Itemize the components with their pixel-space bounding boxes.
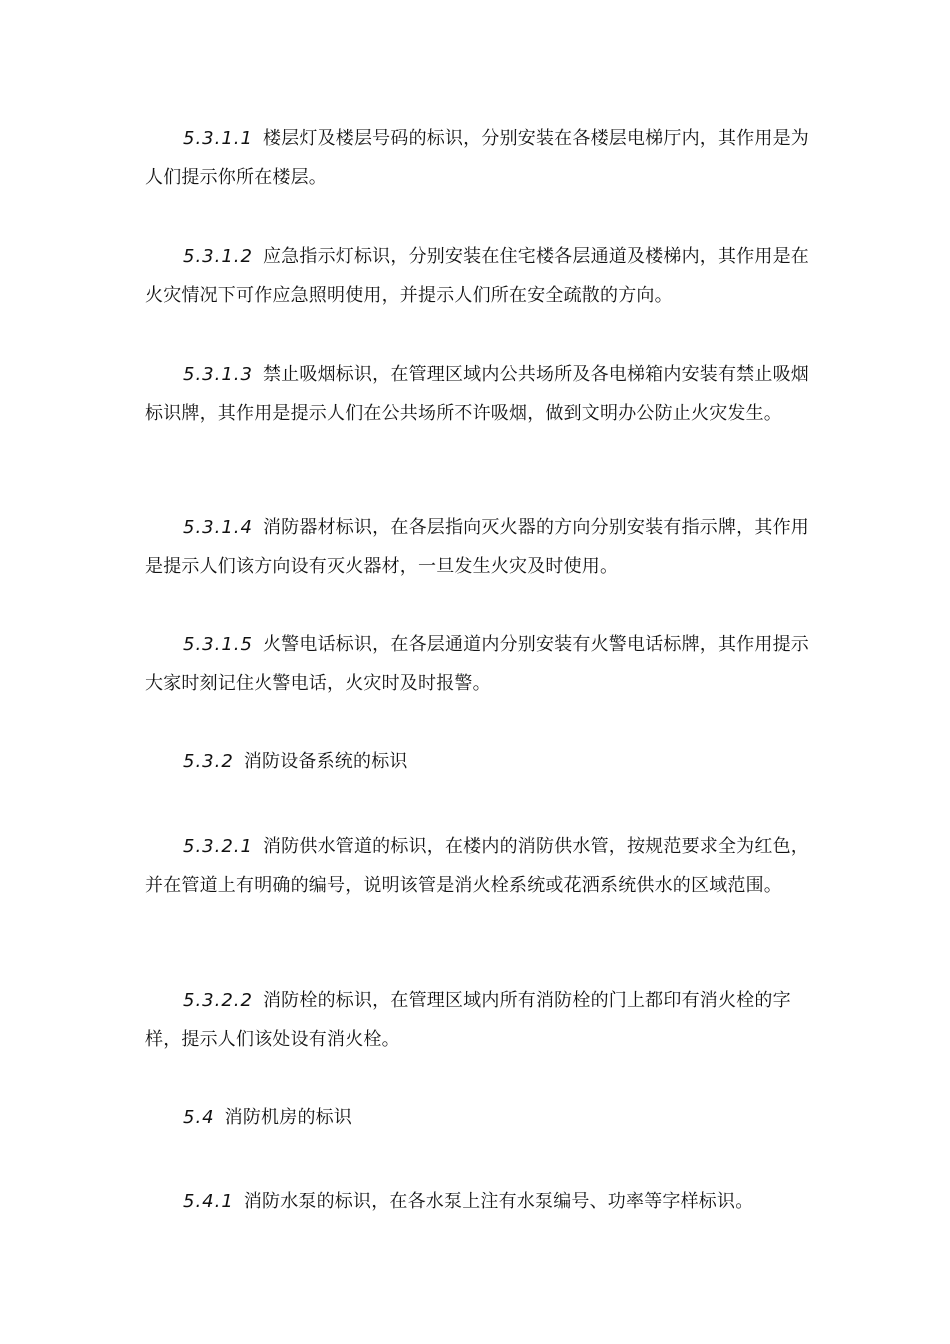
paragraph-5-3-1-3 xyxy=(145,355,810,433)
paragraph-5-3-1-5 xyxy=(145,625,810,703)
section-number: 5.3.1.2 xyxy=(183,246,253,267)
heading-text: 消防机房的标识 xyxy=(224,1107,353,1128)
section-number: 5.4 xyxy=(183,1107,215,1128)
paragraph-5-3-1-1 xyxy=(145,119,810,197)
paragraph-text: 火警电话标识，在各层通道内分别安装有火警电话标牌，其作用提示大家时刻记住火警电话，火灾时及时报警。 xyxy=(145,634,809,694)
section-number: 5.3.1.3 xyxy=(183,364,253,385)
section-number: 5.3.1.1 xyxy=(183,128,253,149)
paragraph-5-3-1-4 xyxy=(145,508,810,586)
paragraph-5-3-2-2 xyxy=(145,981,810,1059)
section-number: 5.3.2 xyxy=(183,751,234,772)
section-number: 5.4.1 xyxy=(183,1191,234,1212)
section-number: 5.3.2.1 xyxy=(183,836,253,857)
paragraph-text: 消防水泵的标识，在各水泵上注有水泵编号、功率等字样标识。 xyxy=(243,1191,754,1212)
paragraph-5-3-1-2 xyxy=(145,237,810,315)
heading-text: 消防设备系统的标识 xyxy=(243,751,408,772)
heading-5-3-2 xyxy=(145,742,810,781)
paragraph-text: 消防栓的标识，在管理区域内所有消防栓的门上都印有消火栓的字样，提示人们该处设有消火栓。 xyxy=(145,990,791,1050)
paragraph-text: 消防供水管道的标识，在楼内的消防供水管，按规范要求全为红色，并在管道上有明确的编号，说明该管是消火栓系统或花洒系统供水的区域范围。 xyxy=(145,836,809,896)
heading-5-4 xyxy=(145,1098,810,1137)
section-number: 5.3.1.5 xyxy=(183,634,253,655)
paragraph-text: 禁止吸烟标识，在管理区域内公共场所及各电梯箱内安装有禁止吸烟标识牌，其作用是提示人们在公共场所不许吸烟，做到文明办公防止火灾发生。 xyxy=(145,364,809,424)
paragraph-text: 消防器材标识，在各层指向灭火器的方向分别安装有指示牌，其作用是提示人们该方向设有灭火器材，一旦发生火灾及时使用。 xyxy=(145,517,809,577)
paragraph-text: 楼层灯及楼层号码的标识，分别安装在各楼层电梯厅内，其作用是为人们提示你所在楼层。 xyxy=(145,128,809,188)
section-number: 5.3.1.4 xyxy=(183,517,253,538)
paragraph-text: 应急指示灯标识，分别安装在住宅楼各层通道及楼梯内，其作用是在火灾情况下可作应急照明使用，并提示人们所在安全疏散的方向。 xyxy=(145,246,809,306)
section-number: 5.3.2.2 xyxy=(183,990,253,1011)
paragraph-5-4-1 xyxy=(145,1182,810,1221)
paragraph-5-3-2-1 xyxy=(145,827,810,905)
